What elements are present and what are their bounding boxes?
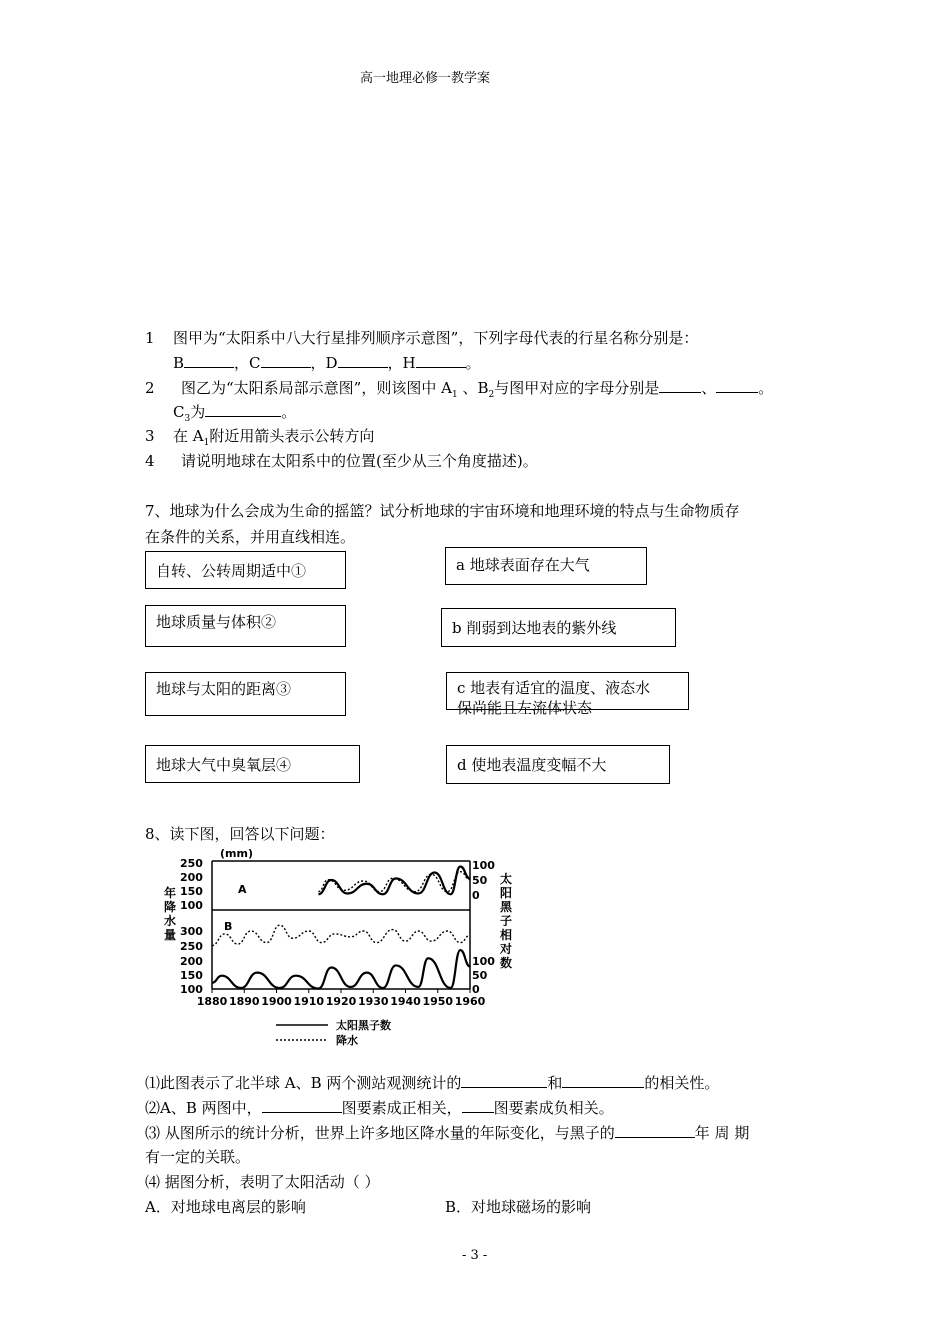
q2-blank-1[interactable] — [659, 378, 701, 393]
left-tick-label: 250 — [180, 857, 203, 870]
q8-p3-b: 年 周 期 — [694, 1124, 750, 1142]
planet-d-label: ，D — [310, 354, 338, 372]
q8-p2-a: ⑵A、B 两图中， — [145, 1099, 262, 1117]
question-8-part-3 — [145, 1122, 749, 1144]
q8-p2-blank-2[interactable] — [462, 1098, 494, 1113]
question-7-line-2: 在条件的关系，并用直线相连。 — [145, 528, 356, 546]
y-axis-title-left-char: 量 — [164, 928, 177, 942]
left-tick-label: 150 — [180, 885, 203, 898]
q2-sub2: 2 — [488, 390, 495, 400]
option-b[interactable]: B．对地球磁场的影响 — [445, 1198, 592, 1216]
match-right-a[interactable]: a 地球表面存在大气 — [445, 547, 647, 585]
left-tick-label: 200 — [180, 955, 203, 968]
q2-c3-text: 为 — [190, 403, 206, 421]
page-number: - 3 - — [462, 1248, 488, 1263]
match-left-1[interactable]: 自转、公转周期适中① — [145, 551, 346, 589]
q2-text-b: 、B — [457, 379, 489, 397]
question-8-part-3-line-2: 有一定的关联。 — [145, 1148, 251, 1166]
q2-blank-2[interactable] — [716, 378, 758, 393]
left-tick-label: 100 — [180, 899, 203, 912]
x-tick-label: 1950 — [422, 995, 454, 1008]
question-1-text: 图甲为“太阳系中八大行星排列顺序示意图”，下列字母代表的行星名称分别是： — [173, 329, 699, 347]
y-axis-title-right-char: 阳 — [500, 886, 513, 900]
question-3-number: 3 — [145, 427, 155, 445]
q2-c3-end: 。 — [281, 403, 297, 421]
planet-c-label: ，C — [234, 354, 261, 372]
y-axis-title-left-char: 降 — [164, 900, 177, 914]
q2-c3: C — [173, 403, 185, 421]
sunspot-precipitation-chart — [158, 843, 528, 1058]
y-axis-title-left-char: 年 — [164, 886, 177, 900]
option-a[interactable]: A．对地球电离层的影响 — [145, 1198, 306, 1216]
match-right-c-text: c 地表有适宜的温度、液态水 — [457, 679, 651, 697]
q8-p1-blank-2[interactable] — [562, 1073, 644, 1088]
q3-text-b: 附近用箭头表示公转方向 — [209, 427, 375, 445]
question-7-line-1: 7、地球为什么会成为生命的摇篮？试分析地球的宇宙环境和地理环境的特点与生命物质存 — [145, 502, 740, 520]
question-2-number: 2 — [145, 379, 155, 397]
panel-b-label: B — [224, 920, 233, 933]
planet-h-label: ，H — [387, 354, 416, 372]
left-tick-label: 250 — [180, 940, 203, 953]
page-header: 高一地理必修一教学案 — [360, 71, 491, 86]
y-axis-title-left-char: 水 — [164, 914, 177, 928]
q8-p1-blank-1[interactable] — [461, 1073, 547, 1088]
question-1-end: 。 — [465, 354, 481, 372]
x-tick-label: 1930 — [357, 995, 389, 1008]
q2-c3-sub: 3 — [184, 414, 191, 424]
q8-p2-blank-1[interactable] — [262, 1098, 342, 1113]
unit-label: (mm) — [220, 847, 253, 860]
match-left-4[interactable]: 地球大气中臭氧层④ — [145, 745, 360, 783]
legend-sunspot: 太阳黑子数 — [336, 1019, 391, 1032]
y-axis-title-right-char: 子 — [500, 914, 513, 928]
match-right-b[interactable]: b 削弱到达地表的紫外线 — [441, 608, 676, 647]
right-tick-label: 100 — [472, 859, 495, 872]
planet-b-label: B — [173, 354, 185, 372]
question-4-number: 4 — [145, 452, 155, 470]
q2-end: 。 — [758, 379, 774, 397]
q2-sep: 、 — [701, 379, 717, 397]
q8-p1-c: 的相关性。 — [644, 1074, 720, 1092]
planet-c-blank[interactable] — [261, 353, 311, 368]
x-tick-label: 1880 — [196, 995, 228, 1008]
sunspot-line-panel-b — [212, 950, 470, 989]
x-tick-label: 1960 — [454, 995, 486, 1008]
question-8-part-4: ⑷ 据图分析，表明了太阳活动（ ） — [145, 1173, 380, 1191]
right-tick-label: 0 — [472, 889, 480, 902]
x-tick-label: 1900 — [261, 995, 292, 1008]
right-tick-label: 0 — [472, 983, 480, 996]
y-axis-title-right-char: 黑 — [500, 900, 513, 914]
question-8-intro: 8、读下图，回答以下问题： — [145, 825, 335, 843]
left-tick-label: 150 — [180, 969, 203, 982]
q8-p2-b: 图要素成正相关， — [341, 1099, 462, 1117]
question-1-blanks — [173, 352, 481, 374]
match-left-3[interactable]: 地球与太阳的距离③ — [145, 672, 346, 716]
panel-a-label: A — [238, 883, 247, 896]
x-tick-label: 1920 — [325, 995, 357, 1008]
q8-p3-a: ⑶ 从图所示的统计分析，世界上许多地区降水量的年际变化，与黑子的 — [145, 1124, 615, 1142]
x-tick-label: 1940 — [390, 995, 421, 1008]
match-right-c-cut: 保尚能且左流体状态 — [457, 699, 593, 717]
left-tick-label: 100 — [180, 983, 203, 996]
precipitation-line-panel-b — [212, 925, 470, 945]
q8-p3-blank[interactable] — [615, 1123, 695, 1138]
right-tick-label: 100 — [472, 955, 495, 968]
planet-b-blank[interactable] — [184, 353, 234, 368]
q2-sub1: 1 — [451, 390, 458, 400]
right-tick-label: 50 — [472, 969, 488, 982]
left-tick-label: 300 — [180, 925, 203, 938]
q8-p1-a: ⑴此图表示了北半球 A、B 两个测站观测统计的 — [145, 1074, 462, 1092]
x-tick-label: 1910 — [293, 995, 325, 1008]
y-axis-title-right-char: 对 — [500, 942, 513, 956]
q8-p1-b: 和 — [547, 1074, 563, 1092]
y-axis-title-right-char: 数 — [500, 956, 513, 970]
planet-d-blank[interactable] — [338, 353, 388, 368]
question-8-part-1 — [145, 1072, 719, 1094]
match-left-2[interactable]: 地球质量与体积② — [145, 605, 346, 647]
q3-text-a: 在 A — [173, 427, 204, 445]
legend-precipitation: 降水 — [336, 1034, 358, 1047]
question-4-text: 请说明地球在太阳系中的位置(至少从三个角度描述)。 — [181, 452, 538, 470]
y-axis-title-right-char: 太 — [500, 872, 513, 886]
q2-text-c: 与图甲对应的字母分别是 — [494, 379, 660, 397]
match-right-c[interactable] — [446, 672, 689, 717]
q2-c3-blank[interactable] — [205, 402, 281, 417]
right-tick-label: 50 — [472, 874, 488, 887]
question-1-number: 1 — [145, 329, 155, 347]
question-8-part-2 — [145, 1097, 614, 1119]
x-tick-label: 1890 — [228, 995, 260, 1008]
left-tick-label: 200 — [180, 871, 203, 884]
planet-h-blank[interactable] — [416, 353, 466, 368]
y-axis-title-right-char: 相 — [500, 928, 513, 942]
match-right-d[interactable]: d 使地表温度变幅不大 — [446, 745, 670, 784]
q8-p2-c: 图要素成负相关。 — [493, 1099, 614, 1117]
q3-sub: 1 — [203, 438, 210, 448]
q2-text-a: 图乙为“太阳系局部示意图”，则该图中 A — [181, 379, 452, 397]
